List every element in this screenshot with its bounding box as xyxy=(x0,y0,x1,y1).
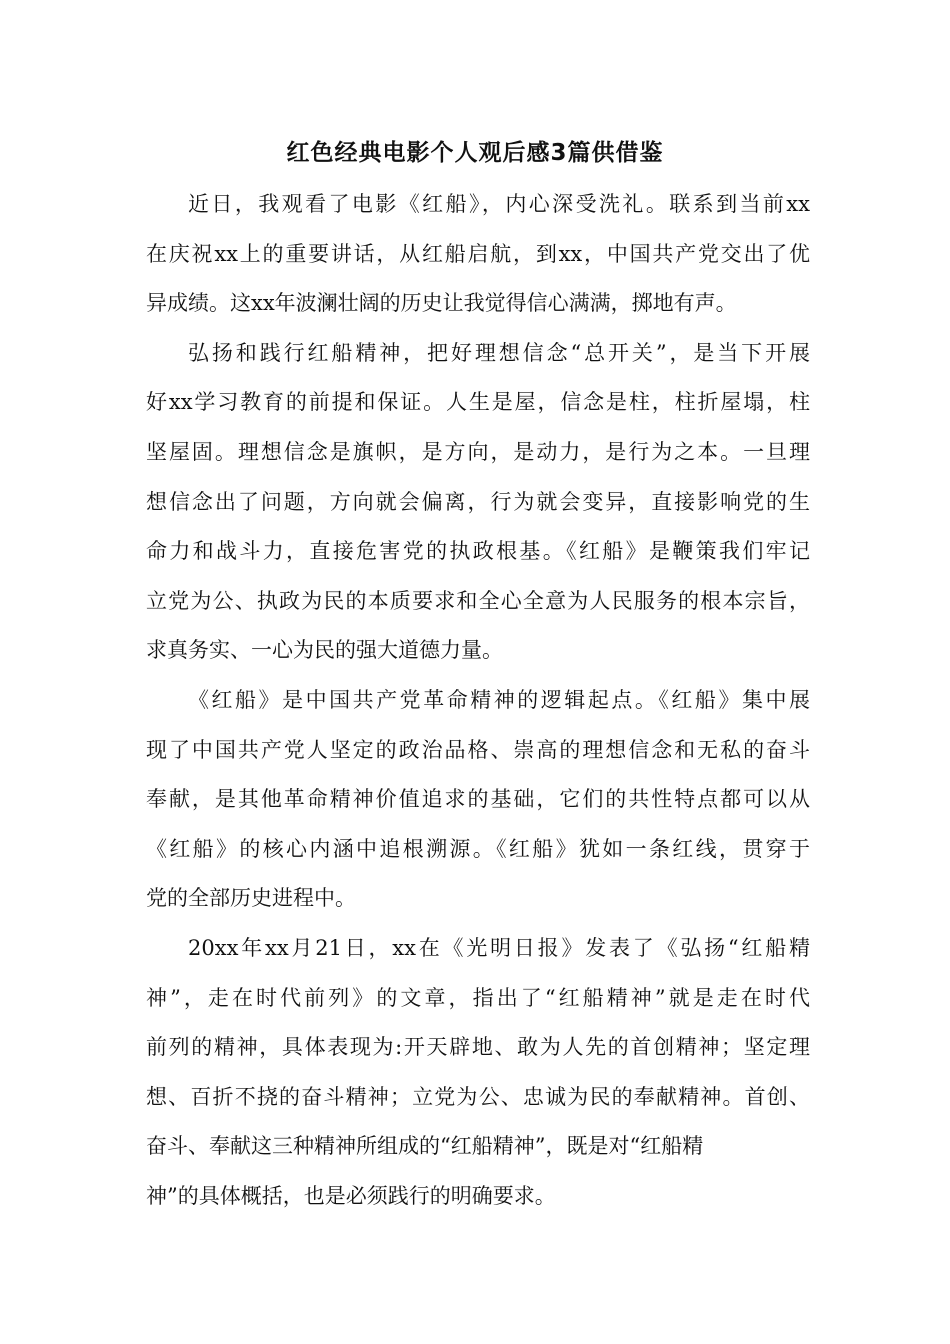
paragraph-line: 前列的精神，具体表现为:开天辟地、敢为人先的首创精神；坚定理 xyxy=(146,1035,810,1060)
paragraph-line: 现了中国共产党人坚定的政治品格、崇高的理想信念和无私的奋斗 xyxy=(146,737,810,762)
paragraph-line: 神”，走在时代前列》的文章，指出了“红船精神”就是走在时代 xyxy=(146,985,810,1010)
document-body xyxy=(146,180,810,1221)
paragraph-4 xyxy=(146,924,810,1222)
paragraph-line: 异成绩。这xx年波澜壮阔的历史让我觉得信心满满，掷地有声。 xyxy=(146,291,737,316)
paragraph-3 xyxy=(146,676,810,924)
paragraph-line: 近日，我观看了电影《红船》，内心深受洗礼。联系到当前xx xyxy=(188,192,810,216)
paragraph-line: 奉献，是其他革命精神价值追求的基础，它们的共性特点都可以从 xyxy=(146,787,810,812)
paragraph-line: 神”的具体概括，也是必须践行的明确要求。 xyxy=(146,1183,556,1208)
paragraph-line: 弘扬和践行红船精神，把好理想信念“总开关”，是当下开展 xyxy=(188,340,810,365)
paragraph-line: 坚屋固。理想信念是旗帜，是方向，是动力，是行为之本。一旦理 xyxy=(146,439,810,464)
paragraph-1 xyxy=(146,180,810,329)
paragraph-line: 想、百折不挠的奋斗精神；立党为公、忠诚为民的奉献精神。首创、 xyxy=(146,1084,810,1109)
document-title: 红色经典电影个人观后感3篇供借鉴 xyxy=(286,140,664,166)
paragraph-line: 《红船》的核心内涵中追根溯源。《红船》犹如一条红线，贯穿于 xyxy=(146,836,810,861)
paragraph-2 xyxy=(146,329,810,676)
paragraph-line: 《红船》是中国共产党革命精神的逻辑起点。《红船》集中展 xyxy=(188,687,810,712)
paragraph-line: 20xx年xx月21日，xx在《光明日报》发表了《弘扬“红船精 xyxy=(188,935,810,960)
paragraph-line: 想信念出了问题，方向就会偏离，行为就会变异，直接影响党的生 xyxy=(146,489,810,514)
paragraph-line: 党的全部历史进程中。 xyxy=(146,886,356,911)
paragraph-line: 好xx学习教育的前提和保证。人生是屋，信念是柱，柱折屋塌，柱 xyxy=(146,390,810,415)
paragraph-line: 奋斗、奉献这三种精神所组成的“红船精神”，既是对“红船精 xyxy=(146,1134,704,1159)
paragraph-line: 在庆祝xx上的重要讲话，从红船启航，到xx，中国共产党交出了优 xyxy=(146,241,810,266)
paragraph-line: 求真务实、一心为民的强大道德力量。 xyxy=(146,638,503,663)
paragraph-line: 立党为公、执政为民的本质要求和全心全意为人民服务的根本宗旨， xyxy=(146,588,810,613)
paragraph-line: 命力和战斗力，直接危害党的执政根基。《红船》是鞭策我们牢记 xyxy=(146,539,810,564)
